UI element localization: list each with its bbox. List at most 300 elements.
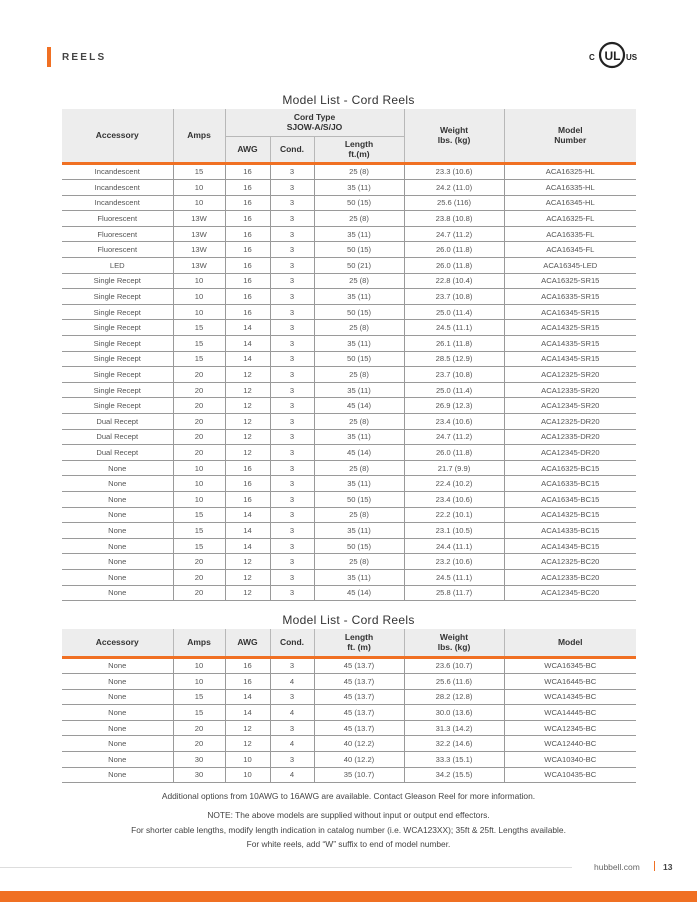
cell-cond: 4: [270, 674, 314, 690]
length-unit: ft.(m): [348, 149, 370, 159]
cell-amps: 15: [173, 705, 225, 721]
cell-model: WCA10435-BC: [504, 767, 636, 783]
cell-length: 35 (10.7): [314, 767, 404, 783]
cell-weight: 26.0 (11.8): [404, 242, 504, 258]
cell-cond: 3: [270, 491, 314, 507]
table-row: [62, 367, 636, 383]
table-row: [62, 336, 636, 352]
cell-model: ACA12335-BC20: [504, 569, 636, 585]
cell-weight: 25.6 (116): [404, 195, 504, 211]
cell-accessory: Single Recept: [62, 382, 173, 398]
cell-awg: 16: [225, 273, 270, 289]
cell-model: ACA12335-DR20: [504, 429, 636, 445]
cell-cond: 3: [270, 226, 314, 242]
table-row: [62, 242, 636, 258]
cell-awg: 16: [225, 180, 270, 196]
table-row: [62, 414, 636, 430]
cell-awg: 12: [225, 414, 270, 430]
cell-accessory: LED: [62, 258, 173, 274]
cell-accessory: Dual Recept: [62, 429, 173, 445]
cell-model: ACA16345-BC15: [504, 491, 636, 507]
cell-model: ACA14335-SR15: [504, 336, 636, 352]
cell-weight: 23.4 (10.6): [404, 491, 504, 507]
table-row: [62, 736, 636, 752]
cell-weight: 23.4 (10.6): [404, 414, 504, 430]
cell-model: WCA12440-BC: [504, 736, 636, 752]
col-amps: Amps: [173, 109, 225, 163]
table-row: [62, 491, 636, 507]
cell-cond: 3: [270, 689, 314, 705]
cell-length: 35 (11): [314, 429, 404, 445]
cell-cond: 4: [270, 767, 314, 783]
col-model: Model: [504, 629, 636, 657]
cell-awg: 14: [225, 336, 270, 352]
cell-model: ACA16335-BC15: [504, 476, 636, 492]
cell-length: 25 (8): [314, 163, 404, 180]
cell-length: 50 (21): [314, 258, 404, 274]
cell-model: ACA16335-FL: [504, 226, 636, 242]
cell-awg: 12: [225, 569, 270, 585]
weight-label: Weight: [439, 632, 469, 643]
cell-amps: 20: [173, 445, 225, 461]
cell-length: 25 (8): [314, 507, 404, 523]
cell-awg: 12: [225, 445, 270, 461]
table-row: [62, 226, 636, 242]
cell-model: WCA14445-BC: [504, 705, 636, 721]
note-line-1: NOTE: The above models are supplied without input or output end effectors.: [207, 810, 490, 820]
cell-cond: 3: [270, 538, 314, 554]
cell-amps: 10: [173, 289, 225, 305]
table-row: [62, 273, 636, 289]
cell-accessory: Dual Recept: [62, 414, 173, 430]
cell-awg: 12: [225, 382, 270, 398]
cell-length: 25 (8): [314, 367, 404, 383]
cell-length: 25 (8): [314, 273, 404, 289]
col-group-cord-type: [225, 109, 404, 136]
table-row: [62, 674, 636, 690]
cell-accessory: Fluorescent: [62, 242, 173, 258]
cell-amps: 20: [173, 585, 225, 601]
cell-weight: 28.5 (12.9): [404, 351, 504, 367]
cell-accessory: None: [62, 569, 173, 585]
cell-weight: 23.7 (10.8): [404, 289, 504, 305]
cell-length: 50 (15): [314, 351, 404, 367]
cell-weight: 32.2 (14.6): [404, 736, 504, 752]
cell-length: 50 (15): [314, 304, 404, 320]
cell-model: ACA16345-LED: [504, 258, 636, 274]
cell-cond: 3: [270, 585, 314, 601]
table-row: [62, 752, 636, 768]
table-row: [62, 720, 636, 736]
cell-awg: 16: [225, 258, 270, 274]
cell-amps: 20: [173, 429, 225, 445]
cell-awg: 16: [225, 657, 270, 674]
model-label: Model: [558, 125, 583, 136]
cell-model: ACA16345-SR15: [504, 304, 636, 320]
cell-weight: 22.2 (10.1): [404, 507, 504, 523]
cell-amps: 15: [173, 351, 225, 367]
cell-amps: 30: [173, 767, 225, 783]
table-row: [62, 476, 636, 492]
weight-unit: lbs. (kg): [437, 642, 471, 653]
table2-body: [62, 657, 636, 783]
cell-length: 35 (11): [314, 180, 404, 196]
cell-cond: 3: [270, 752, 314, 768]
cell-cond: 3: [270, 289, 314, 305]
cell-accessory: None: [62, 491, 173, 507]
cell-model: ACA16335-SR15: [504, 289, 636, 305]
cell-awg: 16: [225, 242, 270, 258]
col-model-number: [504, 109, 636, 163]
page-number: 13: [663, 862, 673, 872]
cell-amps: 10: [173, 195, 225, 211]
cell-amps: 13W: [173, 242, 225, 258]
cell-awg: 16: [225, 226, 270, 242]
cell-amps: 20: [173, 554, 225, 570]
cell-amps: 20: [173, 720, 225, 736]
cell-amps: 20: [173, 398, 225, 414]
cell-model: ACA12345-BC20: [504, 585, 636, 601]
cell-length: 40 (12.2): [314, 752, 404, 768]
cell-model: ACA14335-BC15: [504, 523, 636, 539]
cell-awg: 14: [225, 507, 270, 523]
table1-title: Model List - Cord Reels: [282, 93, 415, 107]
cell-length: 50 (15): [314, 491, 404, 507]
cell-accessory: None: [62, 736, 173, 752]
cell-accessory: None: [62, 752, 173, 768]
cell-weight: 23.7 (10.8): [404, 367, 504, 383]
cell-awg: 14: [225, 320, 270, 336]
cell-cond: 3: [270, 320, 314, 336]
cell-amps: 20: [173, 414, 225, 430]
cell-cond: 3: [270, 460, 314, 476]
section-accent-bar: [47, 47, 51, 67]
cell-weight: 25.0 (11.4): [404, 382, 504, 398]
cell-accessory: None: [62, 674, 173, 690]
table-row: [62, 211, 636, 227]
cell-length: 35 (11): [314, 382, 404, 398]
cell-accessory: Single Recept: [62, 367, 173, 383]
cell-length: 35 (11): [314, 336, 404, 352]
cord-type-spec: SJOW-A/S/JO: [286, 122, 343, 133]
cell-amps: 10: [173, 657, 225, 674]
table-row: [62, 554, 636, 570]
cell-length: 25 (8): [314, 414, 404, 430]
table-row: [62, 320, 636, 336]
col-length: [314, 629, 404, 657]
table-row: [62, 195, 636, 211]
cell-awg: 14: [225, 705, 270, 721]
col-awg: AWG: [225, 136, 270, 163]
table-row: [62, 523, 636, 539]
cell-model: ACA12325-BC20: [504, 554, 636, 570]
table-row: [62, 289, 636, 305]
cell-length: 50 (15): [314, 195, 404, 211]
cell-weight: 26.1 (11.8): [404, 336, 504, 352]
cell-accessory: Fluorescent: [62, 226, 173, 242]
cell-weight: 23.2 (10.6): [404, 554, 504, 570]
cell-accessory: None: [62, 554, 173, 570]
cell-accessory: Dual Recept: [62, 445, 173, 461]
cell-length: 45 (14): [314, 585, 404, 601]
cell-length: 45 (14): [314, 398, 404, 414]
table1-body: [62, 163, 636, 601]
cell-weight: 24.2 (11.0): [404, 180, 504, 196]
cell-model: ACA16345-FL: [504, 242, 636, 258]
cell-cond: 3: [270, 304, 314, 320]
cell-amps: 10: [173, 476, 225, 492]
cell-awg: 16: [225, 211, 270, 227]
cell-cond: 3: [270, 367, 314, 383]
cell-length: 25 (8): [314, 211, 404, 227]
table-row: [62, 258, 636, 274]
cell-cond: 3: [270, 211, 314, 227]
cell-model: ACA14325-BC15: [504, 507, 636, 523]
table-row: [62, 569, 636, 585]
cell-cond: 3: [270, 523, 314, 539]
table-row: [62, 382, 636, 398]
cell-model: ACA12345-DR20: [504, 445, 636, 461]
cell-amps: 10: [173, 273, 225, 289]
note-line-2: For shorter cable lengths, modify length indication in catalog number (i.e. WCA123XX); 35ft & 25ft. Lengths available.: [131, 825, 566, 835]
cell-weight: 24.7 (11.2): [404, 226, 504, 242]
cell-accessory: None: [62, 767, 173, 783]
cell-model: WCA16345-BC: [504, 657, 636, 674]
cell-weight: 22.4 (10.2): [404, 476, 504, 492]
cell-length: 35 (11): [314, 523, 404, 539]
cell-model: ACA16335-HL: [504, 180, 636, 196]
weight-unit: lbs. (kg): [437, 135, 471, 146]
cell-cond: 3: [270, 657, 314, 674]
cell-length: 35 (11): [314, 569, 404, 585]
cell-awg: 16: [225, 289, 270, 305]
cell-cond: 3: [270, 414, 314, 430]
col-length: [314, 136, 404, 163]
cell-weight: 25.0 (11.4): [404, 304, 504, 320]
cell-model: ACA16325-HL: [504, 163, 636, 180]
cell-amps: 15: [173, 689, 225, 705]
cell-cond: 3: [270, 554, 314, 570]
footer-separator: [654, 861, 655, 871]
length-label: Length: [344, 632, 374, 643]
cell-length: 35 (11): [314, 289, 404, 305]
cell-awg: 14: [225, 538, 270, 554]
bottom-accent-band: [0, 891, 697, 902]
cell-awg: 16: [225, 476, 270, 492]
table-row: [62, 460, 636, 476]
cell-weight: 24.7 (11.2): [404, 429, 504, 445]
cell-cond: 3: [270, 273, 314, 289]
cell-model: WCA12345-BC: [504, 720, 636, 736]
cell-length: 35 (11): [314, 226, 404, 242]
cell-cond: 3: [270, 336, 314, 352]
cell-weight: 23.6 (10.7): [404, 657, 504, 674]
cell-accessory: Fluorescent: [62, 211, 173, 227]
cell-weight: 25.8 (11.7): [404, 585, 504, 601]
cell-awg: 12: [225, 585, 270, 601]
cell-accessory: None: [62, 689, 173, 705]
cell-cond: 4: [270, 736, 314, 752]
cell-accessory: Single Recept: [62, 336, 173, 352]
cell-amps: 30: [173, 752, 225, 768]
cell-awg: 12: [225, 720, 270, 736]
cord-reels-table-2: [62, 629, 636, 783]
cell-amps: 15: [173, 523, 225, 539]
cell-cond: 3: [270, 382, 314, 398]
cell-amps: 20: [173, 736, 225, 752]
table-row: [62, 445, 636, 461]
cell-amps: 10: [173, 304, 225, 320]
ul-certification-icon: [588, 40, 638, 70]
cell-amps: 10: [173, 674, 225, 690]
cell-weight: 22.8 (10.4): [404, 273, 504, 289]
cell-accessory: None: [62, 720, 173, 736]
additional-options-note: Additional options from 10AWG to 16AWG are available. Contact Gleason Reel for more information.: [161, 791, 536, 801]
cell-model: ACA12335-SR20: [504, 382, 636, 398]
cell-accessory: Single Recept: [62, 398, 173, 414]
cell-amps: 20: [173, 367, 225, 383]
cell-awg: 10: [225, 752, 270, 768]
cell-model: WCA14345-BC: [504, 689, 636, 705]
cell-length: 45 (13.7): [314, 689, 404, 705]
cell-awg: 16: [225, 491, 270, 507]
svg-text:UL: UL: [604, 49, 621, 63]
cell-length: 45 (14): [314, 445, 404, 461]
cell-weight: 30.0 (13.6): [404, 705, 504, 721]
model-label-line2: Number: [554, 135, 587, 146]
col-weight: [404, 629, 504, 657]
cell-awg: 16: [225, 674, 270, 690]
cell-awg: 16: [225, 304, 270, 320]
cell-amps: 15: [173, 507, 225, 523]
cell-cond: 3: [270, 720, 314, 736]
cell-weight: 31.3 (14.2): [404, 720, 504, 736]
table-row: [62, 767, 636, 783]
cell-model: ACA12325-SR20: [504, 367, 636, 383]
cell-awg: 16: [225, 195, 270, 211]
cord-reels-table-1: [62, 109, 636, 601]
cell-awg: 12: [225, 736, 270, 752]
cell-length: 25 (8): [314, 320, 404, 336]
cell-amps: 10: [173, 460, 225, 476]
cell-model: ACA14325-SR15: [504, 320, 636, 336]
cell-amps: 15: [173, 320, 225, 336]
col-accessory: Accessory: [62, 629, 173, 657]
cell-awg: 12: [225, 398, 270, 414]
cell-length: 35 (11): [314, 476, 404, 492]
cell-cond: 3: [270, 180, 314, 196]
cell-accessory: None: [62, 538, 173, 554]
table-row: [62, 705, 636, 721]
cell-amps: 13W: [173, 226, 225, 242]
cell-accessory: Incandescent: [62, 163, 173, 180]
svg-text:US: US: [626, 53, 638, 62]
cell-length: 45 (13.7): [314, 674, 404, 690]
table-row: [62, 585, 636, 601]
cell-length: 45 (13.7): [314, 657, 404, 674]
cell-weight: 25.6 (11.6): [404, 674, 504, 690]
cell-cond: 3: [270, 569, 314, 585]
cell-accessory: None: [62, 507, 173, 523]
cell-awg: 12: [225, 554, 270, 570]
cell-accessory: None: [62, 657, 173, 674]
footer-divider: [0, 867, 572, 868]
cell-accessory: None: [62, 523, 173, 539]
cell-cond: 3: [270, 507, 314, 523]
col-awg: AWG: [225, 629, 270, 657]
cell-cond: 3: [270, 476, 314, 492]
table-row: [62, 538, 636, 554]
cell-weight: 26.0 (11.8): [404, 445, 504, 461]
cell-length: 45 (13.7): [314, 720, 404, 736]
cell-length: 40 (12.2): [314, 736, 404, 752]
cell-model: ACA16325-FL: [504, 211, 636, 227]
cell-length: 50 (15): [314, 538, 404, 554]
cell-awg: 16: [225, 163, 270, 180]
table-row: [62, 304, 636, 320]
cell-cond: 4: [270, 705, 314, 721]
cord-type-label: Cord Type: [293, 112, 336, 123]
cell-accessory: None: [62, 585, 173, 601]
cell-weight: 28.2 (12.8): [404, 689, 504, 705]
cell-accessory: None: [62, 705, 173, 721]
cell-weight: 24.5 (11.1): [404, 569, 504, 585]
cell-weight: 24.5 (11.1): [404, 320, 504, 336]
cell-model: ACA16325-BC15: [504, 460, 636, 476]
col-accessory: Accessory: [62, 109, 173, 163]
cell-accessory: Single Recept: [62, 304, 173, 320]
cell-amps: 20: [173, 382, 225, 398]
table-row: [62, 429, 636, 445]
cell-cond: 3: [270, 163, 314, 180]
cell-cond: 3: [270, 351, 314, 367]
cell-model: ACA12345-SR20: [504, 398, 636, 414]
cell-amps: 13W: [173, 211, 225, 227]
cell-length: 25 (8): [314, 460, 404, 476]
cell-length: 50 (15): [314, 242, 404, 258]
table-row: [62, 689, 636, 705]
cell-amps: 15: [173, 336, 225, 352]
table2-title: Model List - Cord Reels: [282, 613, 415, 627]
cell-awg: 14: [225, 689, 270, 705]
cell-amps: 20: [173, 569, 225, 585]
cell-length: 25 (8): [314, 554, 404, 570]
cell-accessory: None: [62, 460, 173, 476]
table-row: [62, 657, 636, 674]
cell-cond: 3: [270, 445, 314, 461]
cell-awg: 12: [225, 429, 270, 445]
col-cond: Cond.: [270, 136, 314, 163]
footer-website-link[interactable]: hubbell.com: [594, 862, 640, 872]
cell-cond: 3: [270, 195, 314, 211]
weight-label: Weight: [439, 125, 469, 136]
cell-model: ACA14345-BC15: [504, 538, 636, 554]
col-cond: Cond.: [270, 629, 314, 657]
cell-weight: 26.9 (12.3): [404, 398, 504, 414]
cell-accessory: Single Recept: [62, 273, 173, 289]
table-row: [62, 398, 636, 414]
cell-accessory: Incandescent: [62, 180, 173, 196]
cell-model: WCA10340-BC: [504, 752, 636, 768]
table-row: [62, 163, 636, 180]
cell-weight: 26.0 (11.8): [404, 258, 504, 274]
cell-cond: 3: [270, 258, 314, 274]
cell-awg: 14: [225, 351, 270, 367]
col-amps: Amps: [173, 629, 225, 657]
cell-model: ACA12325-DR20: [504, 414, 636, 430]
cell-awg: 10: [225, 767, 270, 783]
cell-amps: 13W: [173, 258, 225, 274]
